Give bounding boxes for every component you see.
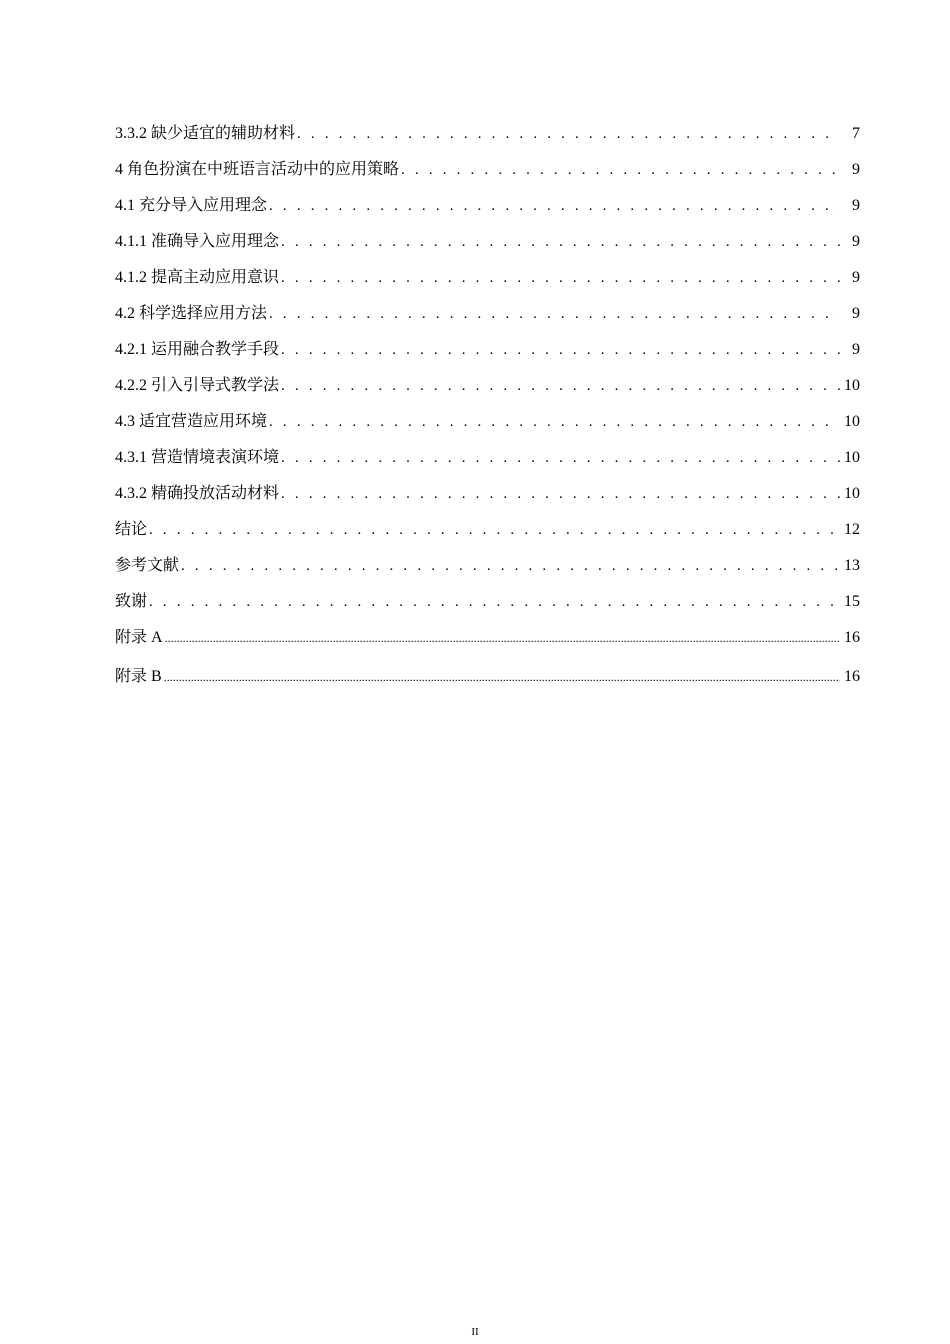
toc-entry-title: 4.3.1 营造情境表演环境 bbox=[115, 449, 280, 466]
toc-entry-page: 12 bbox=[844, 521, 860, 538]
toc-entry-page: 13 bbox=[844, 557, 860, 574]
toc-entry-4-1-1[interactable] bbox=[115, 228, 860, 264]
dot-leader bbox=[281, 486, 840, 503]
toc-entry-4-2-1[interactable] bbox=[115, 336, 860, 372]
toc-entry-4-2[interactable] bbox=[115, 300, 860, 336]
dot-leader bbox=[164, 670, 840, 685]
toc-entry-title: 附录 A bbox=[115, 629, 163, 646]
toc-entry-title: 4 角色扮演在中班语言活动中的应用策略 bbox=[115, 161, 400, 178]
dot-leader bbox=[297, 126, 840, 143]
toc-entry-4-3-2[interactable] bbox=[115, 480, 860, 516]
toc-entry-title: 结论 bbox=[115, 521, 148, 538]
toc-entry-acknowledgements[interactable] bbox=[115, 588, 860, 624]
toc-entry-title: 参考文献 bbox=[115, 557, 180, 574]
toc-entry-title: 4.1 充分导入应用理念 bbox=[115, 197, 268, 214]
dot-leader bbox=[269, 198, 840, 215]
toc-entry-page: 9 bbox=[852, 161, 860, 178]
dot-leader bbox=[149, 594, 840, 611]
toc-entry-page: 15 bbox=[844, 593, 860, 610]
toc-entry-4[interactable] bbox=[115, 156, 860, 192]
dot-leader bbox=[149, 522, 840, 539]
toc-entry-references[interactable] bbox=[115, 552, 860, 588]
toc-entry-4-3-1[interactable] bbox=[115, 444, 860, 480]
toc-entry-title: 致谢 bbox=[115, 593, 148, 610]
dot-leader bbox=[181, 558, 840, 575]
toc-entry-title: 4.2.2 引入引导式教学法 bbox=[115, 377, 280, 394]
dot-leader bbox=[269, 306, 840, 323]
toc-entry-page: 10 bbox=[844, 413, 860, 430]
page-number: II bbox=[471, 1326, 479, 1338]
toc-entry-page: 9 bbox=[852, 269, 860, 286]
dot-leader bbox=[281, 270, 840, 287]
toc-entry-page: 16 bbox=[844, 668, 860, 685]
toc-entry-page: 9 bbox=[852, 341, 860, 358]
toc-entry-page: 9 bbox=[852, 197, 860, 214]
toc-entry-3-3-2[interactable] bbox=[115, 120, 860, 156]
dot-leader bbox=[281, 450, 840, 467]
toc-entry-title: 4.3 适宜营造应用环境 bbox=[115, 413, 268, 430]
toc-entry-page: 10 bbox=[844, 449, 860, 466]
toc-entry-title: 3.3.2 缺少适宜的辅助材料 bbox=[115, 125, 296, 142]
dot-leader bbox=[281, 234, 840, 251]
toc-entry-4-3[interactable] bbox=[115, 408, 860, 444]
toc-entry-title: 4.2 科学选择应用方法 bbox=[115, 305, 268, 322]
toc-entry-title: 4.1.2 提高主动应用意识 bbox=[115, 269, 280, 286]
toc-entry-page: 10 bbox=[844, 377, 860, 394]
toc-entry-page: 7 bbox=[852, 125, 860, 142]
toc-entry-appendix-a[interactable] bbox=[115, 624, 860, 663]
toc-entry-appendix-b[interactable] bbox=[115, 663, 860, 702]
dot-leader bbox=[401, 162, 840, 179]
toc-entry-title: 4.3.2 精确投放活动材料 bbox=[115, 485, 280, 502]
toc-entry-4-1[interactable] bbox=[115, 192, 860, 228]
toc-entry-page: 9 bbox=[852, 305, 860, 322]
toc-entry-page: 9 bbox=[852, 233, 860, 250]
toc-entry-page: 10 bbox=[844, 485, 860, 502]
toc-entry-title: 4.2.1 运用融合教学手段 bbox=[115, 341, 280, 358]
toc-entry-conclusion[interactable] bbox=[115, 516, 860, 552]
toc-entry-page: 16 bbox=[844, 629, 860, 646]
toc-entry-4-1-2[interactable] bbox=[115, 264, 860, 300]
dot-leader bbox=[165, 631, 840, 646]
table-of-contents bbox=[115, 120, 860, 702]
toc-entry-title: 4.1.1 准确导入应用理念 bbox=[115, 233, 280, 250]
dot-leader bbox=[281, 342, 840, 359]
dot-leader bbox=[269, 414, 840, 431]
toc-entry-title: 附录 B bbox=[115, 668, 162, 685]
dot-leader bbox=[281, 378, 840, 395]
toc-entry-4-2-2[interactable] bbox=[115, 372, 860, 408]
